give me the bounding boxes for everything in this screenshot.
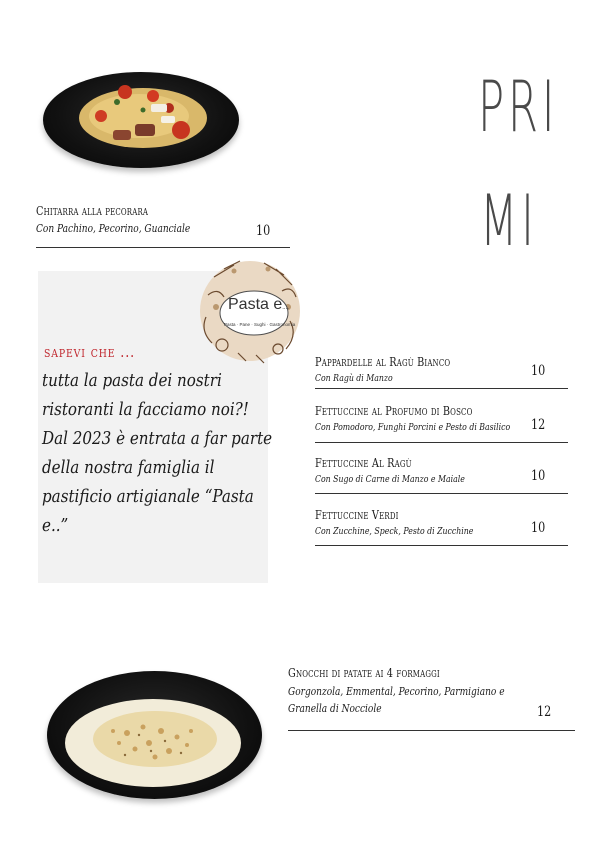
divider: [315, 545, 568, 546]
menu-item-price: 10: [531, 363, 546, 379]
divider: [36, 247, 290, 248]
info-heading: sapevi che ...: [44, 343, 136, 361]
menu-item-price: 10: [531, 520, 546, 536]
page-title-line-1: PRI: [478, 66, 559, 148]
menu-item-name: Fettuccine Verdi: [315, 507, 399, 522]
pasta-food-illustration: [43, 72, 239, 168]
gnocchi-food-illustration: [47, 671, 262, 799]
dish-name-gnocchi: Gnocchi di patate ai 4 formaggi: [288, 665, 440, 680]
dish-description-gnocchi-line-2: Granella di Nocciole: [288, 702, 382, 715]
menu-item-price: 12: [531, 417, 546, 433]
page-title-line-2: MI: [480, 180, 538, 262]
pasta-e-logo: [194, 257, 306, 365]
dish-description-gnocchi-line-1: Gorgonzola, Emmental, Pecorino, Parmigiano e: [288, 685, 505, 698]
info-text: tutta la pasta dei nostri ristoranti la facciamo noi?! Dal 2023 è entrata a far parte della nostra famiglia il pastificio artigianale “Pasta e..”: [42, 370, 273, 536]
divider: [288, 730, 575, 731]
menu-item-name: Fettuccine al Profumo di Bosco: [315, 403, 473, 418]
gnocchi-dish-image: [47, 671, 262, 799]
menu-item-description: Con Pomodoro, Funghi Porcini e Pesto di Basilico: [315, 422, 511, 433]
menu-item-description: Con Ragù di Manzo: [315, 373, 393, 384]
dish-price-gnocchi: 12: [537, 704, 552, 720]
logo-tagline: Pasta · Pane · Sughi · Gastronomia: [224, 322, 296, 327]
logo-name: Pasta e....: [228, 296, 289, 313]
menu-item-description: Con Sugo di Carne di Manzo e Maiale: [315, 474, 465, 485]
menu-item-name: Fettuccine Al Ragù: [315, 455, 412, 470]
divider: [315, 442, 568, 443]
dish-name-chitarra: Chitarra alla pecorara: [36, 203, 149, 218]
menu-item-price: 10: [531, 468, 546, 484]
menu-item-description: Con Zucchine, Speck, Pesto di Zucchine: [315, 526, 474, 537]
dish-price-chitarra: 10: [256, 223, 271, 239]
divider: [315, 388, 568, 389]
menu-item-name: Pappardelle al Ragù Bianco: [315, 354, 451, 369]
divider: [315, 493, 568, 494]
dish-description-chitarra: Con Pachino, Pecorino, Guanciale: [36, 222, 191, 235]
chitarra-dish-image: [43, 72, 239, 168]
